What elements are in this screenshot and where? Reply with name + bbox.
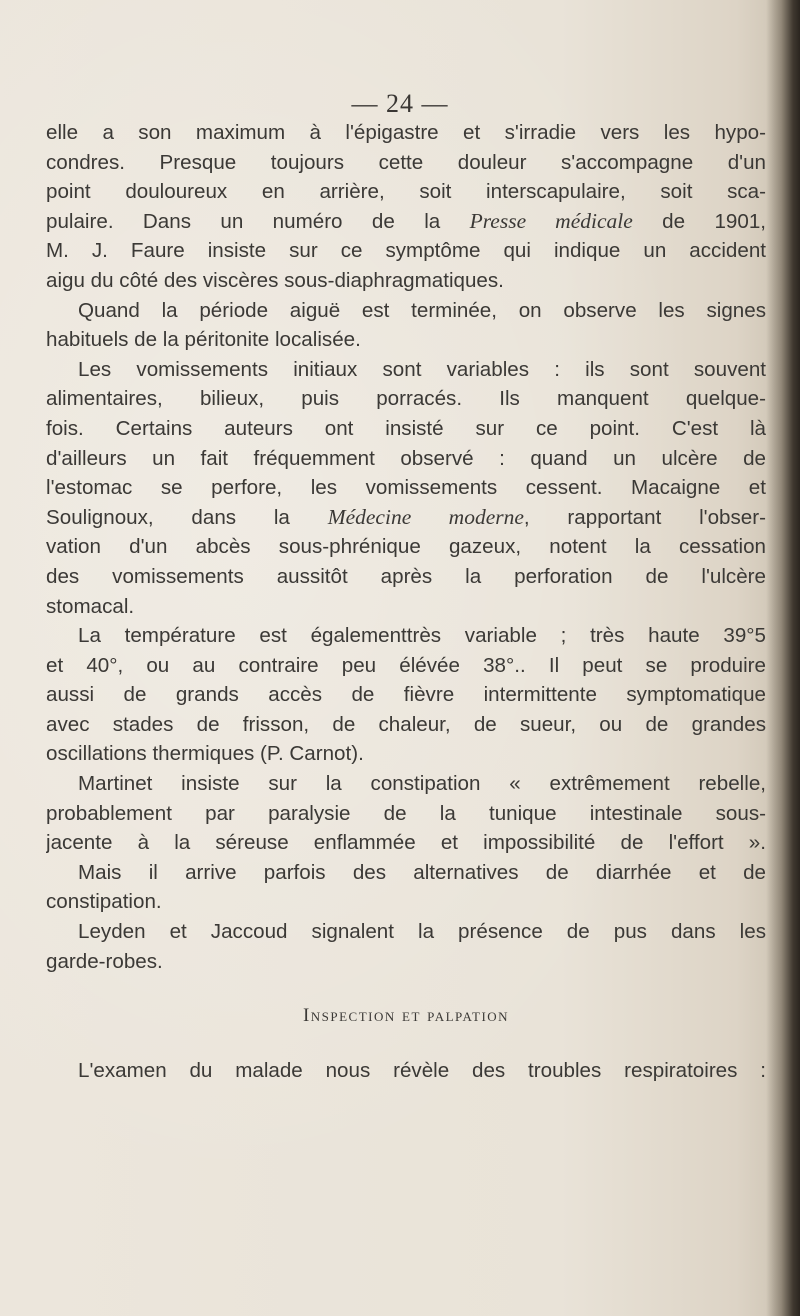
body-text	[46, 118, 766, 1086]
text-line: stomacal.	[46, 594, 135, 618]
text-span: de 1901,	[632, 209, 766, 233]
text-line: M. J. Faure insiste sur ce symptôme qui indique un accident	[46, 239, 766, 263]
text-line: Mais il arrive parfois des alternatives de diarrhée et de	[78, 860, 766, 884]
text-line: L'examen du malade nous révèle des troubles respiratoires :	[78, 1059, 766, 1083]
page-number: — 24 —	[351, 89, 449, 118]
text-line: Les vomissements initiaux sont variables : ils sont souvent	[78, 357, 766, 381]
section-spacer	[46, 976, 766, 996]
text-line: des vomissements aussitôt après la perforation de l'ulcère	[46, 564, 766, 588]
text-line: probablement par paralysie de la tunique intestinale sous-	[46, 801, 766, 825]
text-line: l'estomac se perfore, les vomissements cessent. Macaigne et	[46, 476, 766, 500]
text-line: elle a son maximum à l'épigastre et s'irradie vers les hypo-	[46, 121, 766, 144]
text-line: vation d'un abcès sous-phrénique gazeux, notent la cessation	[46, 535, 766, 559]
page-binding-edge	[766, 0, 800, 1316]
text-span: Soulignoux, dans la	[46, 505, 328, 529]
text-line: d'ailleurs un fait fréquemment observé : quand un ulcère de	[46, 446, 766, 470]
section-heading: Inspection et palpation	[302, 1005, 510, 1027]
text-line: aigu du côté des viscères sous-diaphragmatiques.	[46, 268, 504, 292]
text-line: point douloureux en arrière, soit interscapulaire, soit sca-	[46, 180, 766, 204]
text-line: Martinet insiste sur la constipation « extrêmement rebelle,	[78, 772, 766, 796]
text-span: pulaire. Dans un numéro de la	[46, 209, 470, 233]
text-line: habituels de la péritonite localisée.	[46, 328, 361, 352]
text-line: avec stades de frisson, de chaleur, de sueur, ou de grandes	[46, 712, 766, 736]
section-spacer	[46, 1036, 766, 1056]
text-line: alimentaires, bilieux, puis porracés. Ils manquent quelque-	[46, 387, 766, 411]
text-line: aussi de grands accès de fièvre intermittente symptomatique	[46, 683, 766, 707]
journal-title-presse-medicale: Presse médicale	[469, 208, 633, 233]
text-line	[46, 503, 766, 533]
journal-title-medecine-moderne: Médecine moderne	[327, 504, 524, 529]
text-line: La température est égalementtrès variable ; très haute 39°5	[78, 624, 766, 648]
text-line: et 40°, ou au contraire peu élévée 38°.. Il peut se produire	[46, 653, 766, 677]
text-line: condres. Presque toujours cette douleur s'accompagne d'un	[46, 150, 766, 174]
text-span: , rapportant l'obser-	[523, 505, 766, 529]
text-line: fois. Certains auteurs ont insisté sur ce point. C'est là	[46, 416, 766, 440]
text-line: oscillations thermiques (P. Carnot).	[46, 742, 364, 766]
text-line: Quand la période aiguë est terminée, on observe les signes	[78, 298, 766, 322]
text-line: Leyden et Jaccoud signalent la présence de pus dans les	[78, 920, 766, 944]
text-line	[46, 207, 766, 237]
text-line: constipation.	[46, 890, 162, 914]
text-line: garde-robes.	[46, 949, 163, 973]
text-line: jacente à la séreuse enflammée et impossibilité de l'effort ».	[46, 831, 766, 855]
